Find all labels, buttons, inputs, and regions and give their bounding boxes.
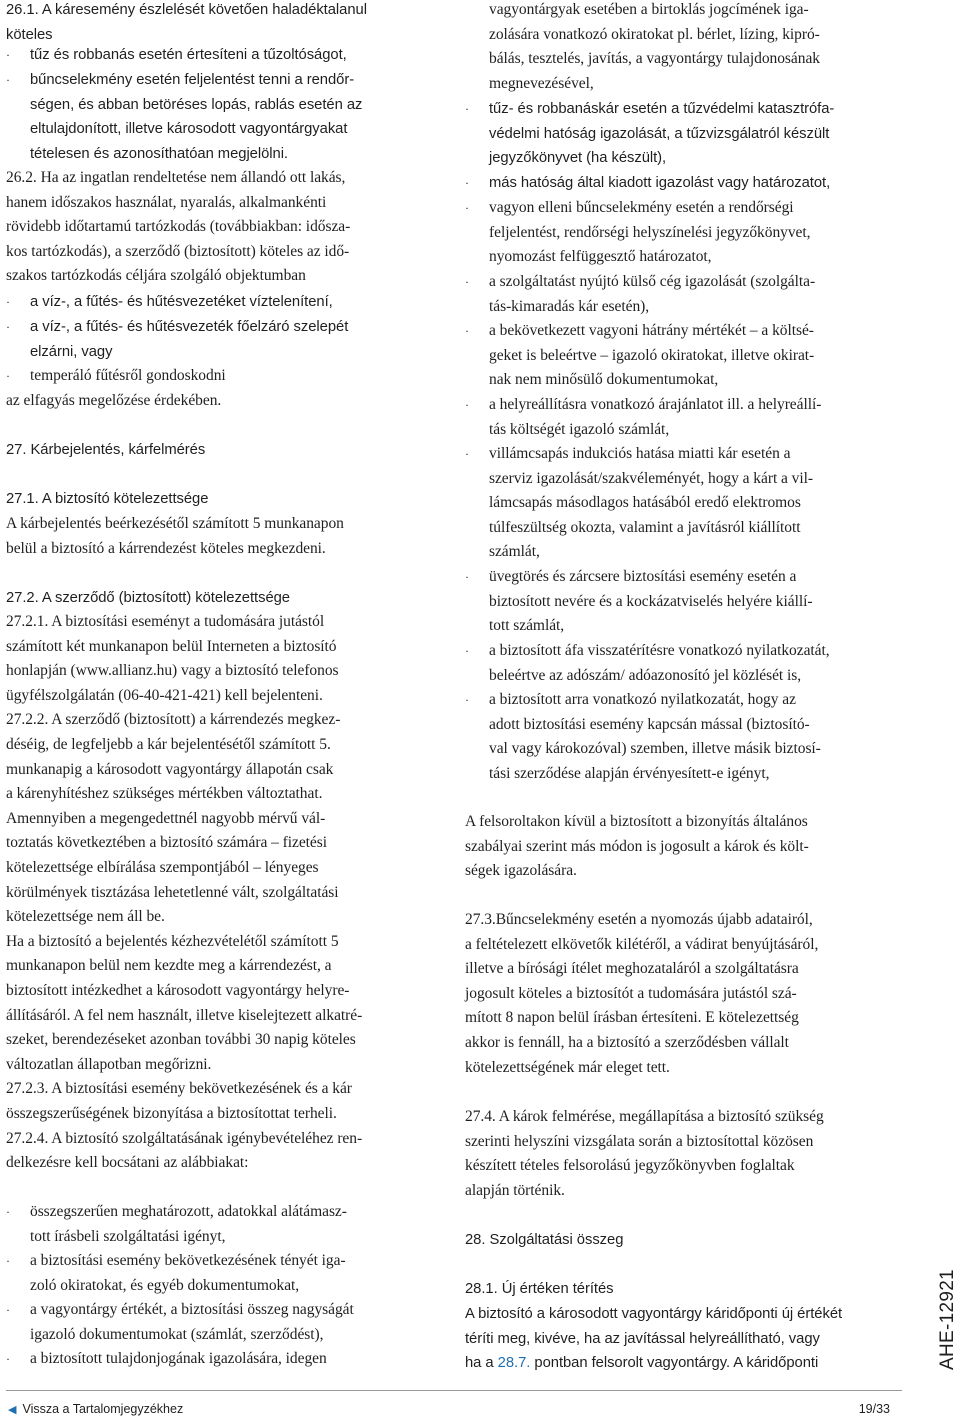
document-code: AHE-12921 — [937, 1269, 958, 1370]
text-line: lámcsapás másodlagos hatásából eredő elektromos — [489, 494, 801, 512]
text-line: 27.4. A károk felmérése, megállapítása a biztosító szükség — [465, 1108, 824, 1125]
text-line: körülmények tisztázása lehetetlenné vált, szolgáltatási — [6, 883, 339, 901]
text-line: kötelezettsége nem áll be. — [6, 908, 165, 926]
text-line: belül a biztosító a kárrendezést köteles megkezdeni. — [6, 539, 326, 557]
text-line: túlfeszültség okozta, valamint a javításról kiállított — [489, 518, 801, 536]
text-line: kötelezettségének már eleget tett. — [465, 1058, 670, 1076]
text-line: a biztosított áfa visszatérítésre vonatkozó nyilatkozatát, — [489, 642, 830, 659]
text-line: tási szerződése alapján érvényesített-e igényt, — [489, 764, 770, 782]
text-line: a bekövetkezett vagyoni hátrány mértékét – a költsé- — [489, 322, 814, 339]
text-line: kos tartózkodás), a szerződő (biztosított) köteles az idő- — [6, 242, 350, 260]
text-line: vagyontárgyak esetében a birtoklás jogcímének iga- — [489, 1, 809, 18]
text-line: geket is beleértve – igazoló okiratokat, illetve okirat- — [489, 346, 815, 364]
text-line: nyomozást felfüggesztő határozatot, — [489, 248, 712, 266]
bullet-dot-icon: · — [6, 320, 10, 334]
text-line: 27.3.Bűncselekmény esetén a nyomozás újabb adatairól, — [465, 911, 813, 928]
text-line: a feltételezett elkövetők kilétéről, a vádirat benyújtásáról, — [465, 935, 819, 953]
text-line: szerinti helyszíni vizsgálata során a biztosítottal közösen — [465, 1132, 814, 1150]
text-line: tételesen és azonosíthatóan megjelölni. — [30, 145, 288, 162]
text-line: számlát, — [489, 543, 540, 561]
text-run: ha a — [465, 1355, 498, 1371]
text-line: delkezésre kell bocsátani az alábbiakat: — [6, 1154, 249, 1172]
text-line: a víz-, a fűtés- és hűtésvezeték főelzáró szelepét — [30, 319, 349, 335]
text-line: köteles — [6, 26, 53, 43]
text-line: elzárni, vagy — [30, 343, 113, 360]
text-line: 27. Kárbejelentés, kárfelmérés — [6, 442, 206, 458]
bullet-dot-icon: · — [465, 644, 469, 658]
text-line: ségen, és abban betöréses lopás, rablás esetén az — [30, 96, 363, 113]
bullet-dot-icon: · — [465, 102, 469, 116]
text-line: vagyon elleni bűncselekmény esetén a rendőrségi — [489, 199, 794, 216]
text-line: nak nem minősülő dokumentumokat, — [489, 371, 719, 389]
text-line: bűncselekmény esetén feljelentést tenni a rendőr- — [30, 72, 355, 88]
bullet-dot-icon: · — [6, 369, 10, 383]
text-line: a kárenyhítéshez szükséges mértékben változtathat. — [6, 785, 323, 803]
text-line: tás-kimaradás kár esetén), — [489, 297, 650, 315]
bullet-dot-icon: · — [6, 1254, 10, 1268]
text-line: 26.2. Ha az ingatlan rendeltetése nem állandó ott lakás, — [6, 169, 346, 186]
text-line: összegszerűségének bizonyítása a biztosítottat terheli. — [6, 1105, 337, 1122]
bullet-dot-icon: · — [465, 324, 469, 338]
text-line: A biztosító a károsodott vagyontárgy káridőponti új értékét — [465, 1306, 843, 1322]
text-line: 27.2. A szerződő (biztosított) kötelezettsége — [6, 590, 290, 606]
text-line: szeket, berendezéseket azonban további 30 napig köteles — [6, 1031, 356, 1049]
text-line: jegyzőkönyvet (ha készült), — [489, 150, 667, 167]
bullet-dot-icon: · — [6, 1303, 10, 1317]
text-line: munkanapon belül nem kezdte meg a kárrendezést, a — [6, 957, 332, 975]
text-line: bálás, tesztelés, javítás, a vagyontárgy tulajdonosának — [489, 50, 820, 68]
page-number: 19/33 — [858, 1402, 890, 1416]
text-line: üvegtörés és zárcsere biztosítási esemény esetén a — [489, 568, 797, 585]
text-line: 27.2.2. A szerződő (biztosított) a kárrendezés megkez- — [6, 711, 341, 729]
text-line: zoló okiratokat, és egyéb dokumentumokat, — [30, 1276, 300, 1294]
text-line: más hatóság által kiadott igazolást vagy határozatot, — [489, 175, 831, 191]
text-line: a helyreállításra vonatkozó árajánlatot ill. a helyreállí- — [489, 396, 822, 413]
text-line: szakos tartózkodás céljára szolgáló objektumban — [6, 267, 306, 285]
text-line: rövidebb időtartamú tartózkodás (továbbiakban: idősza- — [6, 218, 351, 236]
bullet-dot-icon: · — [6, 295, 10, 309]
text-line: honlapján (www.allianz.hu) vagy a biztosító telefonos — [6, 662, 339, 680]
text-line: a biztosított arra vonatkozó nyilatkozatát, hogy az — [489, 691, 796, 708]
text-line: feljelentést, rendőrségi helyszínelési jegyzőkönyvet, — [489, 223, 811, 241]
text-line: ügyfélszolgálatán (06-40-421-421) kell bejelenteni. — [6, 686, 323, 704]
text-line: számított két munkanapon belül Interneten a biztosító — [6, 637, 337, 655]
text-line: igazoló dokumentumokat (számlát, szerződést), — [30, 1325, 324, 1343]
text-line: tűz és robbanás esetén értesíteni a tűzoltóságot, — [30, 47, 347, 63]
text-line: 26.1. A káresemény észlelését követően haladéktalanul — [6, 2, 367, 18]
text-line: 27.2.4. A biztosító szolgáltatásának igénybevételéhez ren- — [6, 1129, 363, 1147]
text-line: tott számlát, — [489, 617, 565, 635]
text-line: villámcsapás indukciós hatása miatti kár esetén a — [489, 445, 791, 462]
bullet-dot-icon: · — [6, 1205, 10, 1219]
text-line: tűz- és robbanáskár esetén a tűzvédelmi katasztrófa- — [489, 101, 835, 117]
triangle-left-icon: ◀ — [8, 1404, 17, 1416]
text-line: hanem időszakos használat, nyaralás, alkalmankénti — [6, 193, 327, 211]
bullet-dot-icon: · — [465, 570, 469, 584]
text-line: a szolgáltatást nyújtó külső cég igazolását (szolgálta- — [489, 273, 816, 290]
text-line: zolására vonatkozó okiratokat pl. bérlet, lízing, kipró- — [489, 25, 820, 43]
text-line: a vagyontárgy értékét, a biztosítási összeg nagyságát — [30, 1301, 354, 1318]
text-line: mított 8 napon belül írásban értesíteni. E kötelezettség — [465, 1009, 799, 1027]
text-line: a víz-, a fűtés- és hűtésvezetéket víztelenítení, — [30, 294, 333, 310]
text-run: pontban felsorolt vagyontárgy. A káridőponti — [530, 1355, 819, 1371]
text-line: ségek igazolására. — [465, 862, 577, 880]
text-line: beleértve az adószám/ adóazonosító jel közlését is, — [489, 666, 802, 684]
text-line: val vagy károkozóval) szemben, illetve másik biztosí- — [489, 740, 821, 758]
text-line: 27.1. A biztosító kötelezettsége — [6, 491, 209, 507]
text-line: védelmi hatóság igazolását, a tűzvizsgálatról készült — [489, 125, 830, 142]
bullet-dot-icon: · — [6, 48, 10, 62]
bullet-dot-icon: · — [6, 1352, 10, 1366]
text-line: megnevezésével, — [489, 74, 594, 92]
section-reference-link[interactable]: 28.7. — [497, 1355, 531, 1371]
text-line: jogosult köteles a biztosítót a tudomására jutástól szá- — [465, 984, 797, 1002]
text-line: adott biztosítási esemény kapcsán mással (biztosító- — [489, 715, 810, 733]
text-line: tott írásbeli szolgáltatási igényt, — [30, 1227, 226, 1245]
text-line: szerviz igazolását/szakvéleményét, hogy a kárt a vil- — [489, 469, 814, 487]
text-line: Ha a biztosító a bejelentés kézhezvételétől számított 5 — [6, 932, 339, 950]
text-line: biztosított intézkedhet a károsodott vagyontárgy helyre- — [6, 982, 350, 999]
text-line: 27.2.1. A biztosítási eseményt a tudomására jutástól — [6, 613, 325, 630]
text-line: toztatás következtében a biztosító számára – fizetési — [6, 834, 327, 852]
text-line: illetve a bírósági ítélet meghozataláról a szolgáltatásra — [465, 960, 799, 978]
text-line: kötelezettsége elbírálása szempontjából – lényeges — [6, 859, 319, 876]
text-line: alapján történik. — [465, 1181, 565, 1199]
text-line: munkanapig a károsodott vagyontárgy állapotán csak — [6, 760, 334, 778]
text-line: változatlan állapotban megőrizni. — [6, 1055, 212, 1073]
bullet-dot-icon: · — [465, 275, 469, 289]
text-line — [465, 1353, 818, 1373]
text-line: állításáról. A fel nem használt, illetve kiselejtezett alkatré- — [6, 1006, 363, 1024]
text-line: a biztosítási esemény bekövetkezésének tényét iga- — [30, 1252, 346, 1269]
text-line: 27.2.3. A biztosítási esemény bekövetkezésének és a kár — [6, 1080, 352, 1098]
text-line: a biztosított tulajdonjogának igazolására, idegen — [30, 1350, 327, 1367]
text-line: A felsoroltakon kívül a biztosított a bizonyítás általános — [465, 813, 808, 830]
bullet-dot-icon: · — [465, 398, 469, 412]
bullet-dot-icon: · — [465, 201, 469, 215]
text-line: Amennyiben a megengedettnél nagyobb mérvű vál- — [6, 809, 326, 827]
text-line: téríti meg, kivéve, ha az javítással helyreállítható, vagy — [465, 1330, 820, 1347]
text-line: készített tételes felsorolású jegyzőkönyvben foglaltak — [465, 1157, 795, 1175]
bullet-dot-icon: · — [465, 693, 469, 707]
text-line: összegszerűen meghatározott, adatokkal alátámasz- — [30, 1203, 347, 1220]
bullet-dot-icon: · — [465, 176, 469, 190]
text-line: déséig, de legfeljebb a kár bejelentésétől számított 5. — [6, 736, 331, 753]
bullet-dot-icon: · — [465, 447, 469, 461]
text-line: temperáló fűtésről gondoskodni — [30, 367, 226, 384]
text-line: 28.1. Új értéken térítés — [465, 1281, 614, 1297]
footer-divider — [6, 1390, 902, 1391]
text-line: az elfagyás megelőzése érdekében. — [6, 392, 222, 409]
text-line: biztosított nevére és a kockázatviselés helyére kiállí- — [489, 592, 813, 610]
back-to-contents-label: Vissza a Tartalomjegyzékhez — [22, 1402, 184, 1416]
text-line: szabályai szerint más módon is jogosult a károk és költ- — [465, 837, 809, 855]
bullet-dot-icon: · — [6, 73, 10, 87]
text-line: eltulajdonított, illetve károsodott vagyontárgyakat — [30, 121, 348, 138]
text-line: A kárbejelentés beérkezésétől számított 5 munkanapon — [6, 515, 344, 532]
text-line: tás költségét igazoló számlát, — [489, 420, 670, 438]
text-line: akkor is fennáll, ha a biztosító a szerződésben vállalt — [465, 1034, 789, 1051]
text-line: 28. Szolgáltatási összeg — [465, 1232, 624, 1248]
back-to-contents-link[interactable] — [8, 1402, 183, 1416]
